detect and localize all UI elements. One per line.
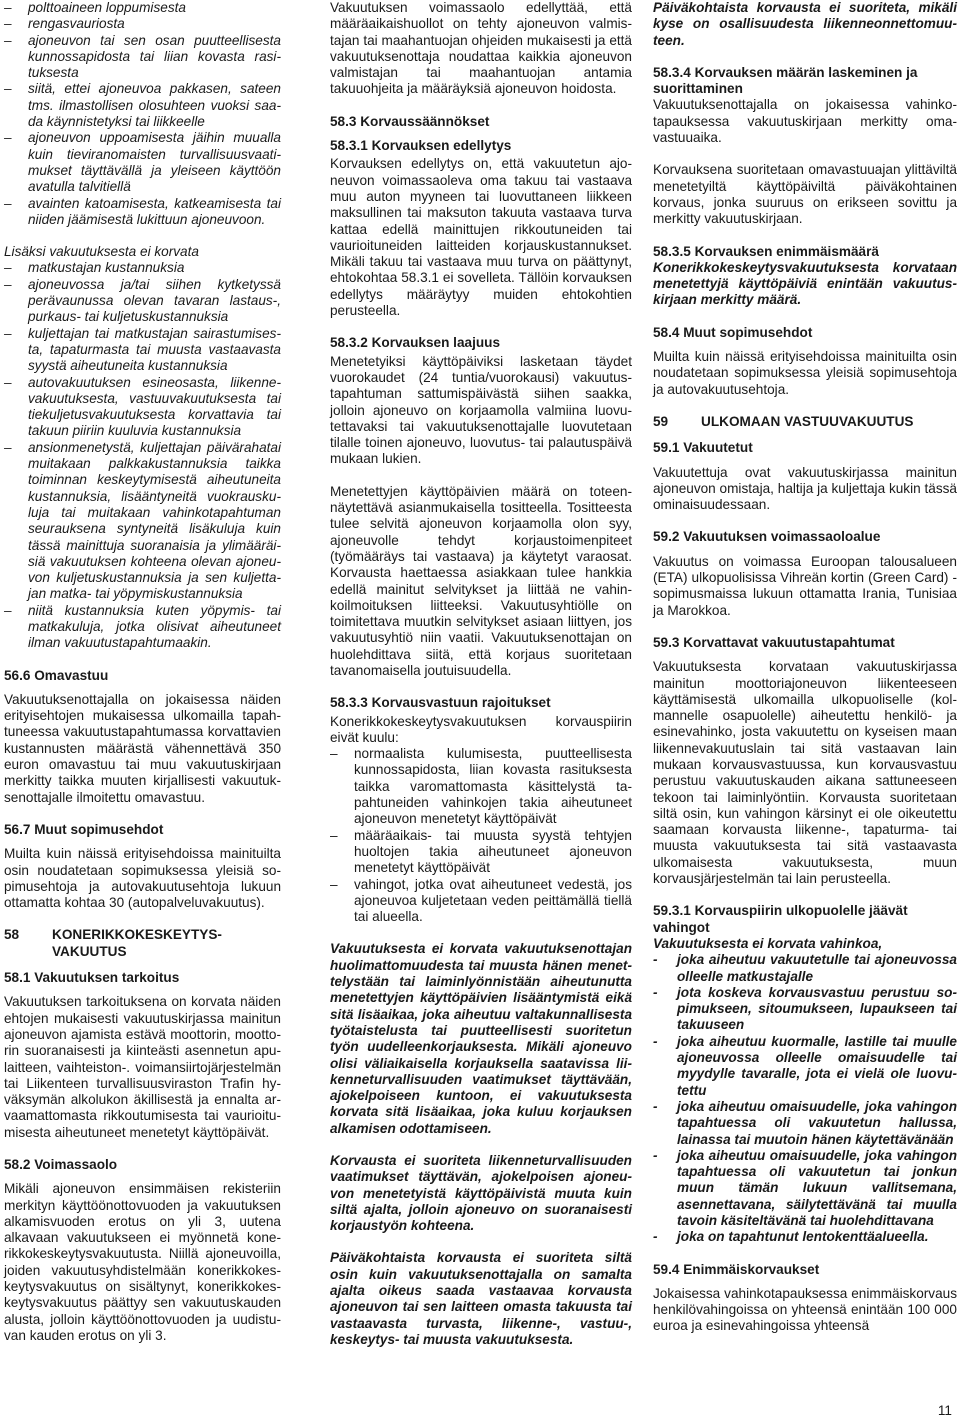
heading-56-7: 56.7 Muut sopimusehdot xyxy=(4,821,164,837)
paragraph-accident-exclusion: Päiväkohtaista korvausta ei suoriteta, mikäli kyse on osallisuudesta liikenneonnettomuuteen. xyxy=(653,0,957,48)
heading-59-3: 59.3 Korvattavat vakuutustapahtumat xyxy=(653,634,895,650)
exclusions-list-2 xyxy=(4,260,281,651)
paragraph-58-3-2a: Menetetyiksi käyttöpäiviksi lasketaan täydet vuorokaudet (24 tuntia/vuorokausi) vakuutustapahtuman sattumispäivästä siihen saakka, jolloin ajoneuvo on korjaamolla valmiina luovutettavaksi tai vakuutuksenottajalle luovutetaan tilalle toinen ajoneuvo, luovutus- tai palautuspäivä mukaan lukien. xyxy=(330,353,632,467)
column-2 xyxy=(330,0,632,1364)
outside-coverage-list xyxy=(653,952,957,1245)
list-item: – autovakuutuksen esineosasta, liikennevakuutuksesta, vastuuvakuutuksesta tai tiekuljetusvakuutuksesta korvattavia tai takuun piiriin kuuluvia kustannuksia xyxy=(4,375,281,440)
section-number: 59 xyxy=(653,413,669,429)
paragraph-56-7: Muilta kuin näissä erityisehdoissa mainituilta osin noudatetaan sopimuksessa yleisiä sopimusehtoja ja autovakuutusehtoja lukuun ottamatta kohtaa 30 (autopalveluvakuutus). xyxy=(4,846,281,911)
heading-56-6: 56.6 Omavastuu xyxy=(4,667,109,683)
paragraph-59-3: Vakuutuksesta korvataan vakuutuskirjassa mainitun moottoriajoneuvon liikenteeseen käyttämisestä ulkomailla ulkopuoliselle (kolmannelle osapuolelle) aiheutettu henkilö- ja esinevahinko, josta vakuutettu on kyseisen maan liikennevakuutuslain tai sitä vastaavan lain mukaan korvausvastuussa, kun korvausvastuu perustuu vakuutuskauden aikana sattuneeseen tekoon tai laiminlyöntiin. Korvausta suoritetaan siltä osin, kun vahingon kärsinyt ei ole oikeutettu saamaan korvausta liikenne-, tapaturma- tai muusta vakuutuksesta tai sitä vastaavasta ulkomaisesta vakuutuksesta, muun korvausjärjestelmän tai lain perusteella. xyxy=(653,659,957,887)
heading-59-1: 59.1 Vakuutetut xyxy=(653,440,753,456)
paragraph-not-covered-1: Vakuutuksesta ei korvata vakuutuksenottajan huolimattomuudesta tai muusta hänen menettelystään tai laiminlyönnistään aiheutunutta menetettyjen käyttöpäivien lisääntymistä eikä sitä lisäaikaa, joka aiheutuu valtakunnallisesta työtaistelusta tai puutteellisesti suoritetun työn uudelleenkorjauksesta. Mikäli ajoneuvo olisi väliaikaisella korjauksella saatavissa liikenneturvallisuuden vaatimukset täyttävään, ajokelpoiseen kuntoon, ei vakuutuksesta korvata sitä lisäaikaa, joka kuluu korjauksen alkamisen odottamiseen. xyxy=(330,941,632,1136)
paragraph-58-3-5: Konerikkokeskeytysvakuutuksesta korvataan menetettyjä käyttöpäiviä enintään vakuutuskirjaan merkitty määrä. xyxy=(653,259,957,308)
paragraph-not-covered-2: Korvausta ei suoriteta liikenneturvallisuuden vaatimukset täyttävän, ajokelpoisen ajoneuvon menetetyistä käyttöpäivistä muuta kuin siltä ajalta, jolloin ajoneuvo on suoranaisesti korjaustyön kohteena. xyxy=(330,1153,632,1234)
paragraph-58-1: Vakuutuksen tarkoituksena on korvata näiden ehtojen mukaisesti vakuutuskirjassa mainitun ajoneuvon ajamista estävä moottorin, moottorin suoranaisesti ja kiinteästi asennetun apulaitteen, vaihteiston-. voimansiirtojärjestelmän tai Liikenteen turvallisuusviraston Trafin hyväksymän alkolukon äkillisestä ja ennalta arvaamattomasta rikkoutumisesta tai vaurioitumisesta aiheutuneet menetetyt käyttöpäivät. xyxy=(4,994,281,1140)
column-1 xyxy=(4,0,281,1360)
heading-58-3-1: 58.3.1 Korvauksen edellytys xyxy=(330,138,512,154)
paragraph-58-3-1: Korvauksen edellytys on, että vakuutetun ajoneuvon voimassaoleva oma takuu tai vastaava muu auton myyneen tai luovuttaneen liikkeen maksullinen tai maksuton takuuta vastaava turva kattaa edellä mainittujen rikkoutuneiden tai vaurioituneiden laitteiden korjauskustannukset. Mikäli takuu tai vastaava muu turva on päättynyt, ehtokohtaa 58.3.1 ei sovelleta. Tällöin korvauksen edellytys määräytyy muiden ehtokohtien perusteella. xyxy=(330,156,632,319)
paragraph-56-6: Vakuutuksenottajalla on jokaisessa näiden erityisehtojen mukaisessa ulkomailla tapahtuneessa vakuutustapahtumassa korvattavien kustannusten määrästä vähennettävä 350 euron omavastuu tai muu vakuutuskirjaan merkitty taikka muuten kirjallisesti vakuutuksenottajalle ilmoitettu omavastuu. xyxy=(4,691,281,805)
paragraph-58-2: Mikäli ajoneuvon ensimmäisen rekisteriin merkityn käyttöönottovuoden ja vakuutuksen alkamisvuoden erotus on yli 3, uutena alkavaan vakuutukseen ei myönnetä konerikkokeskeytysvakuutusta. Niillä ajoneuvoilla, joiden vakuutusyhdistelmään konerikkokeskeytysvakuutus on sisältynyt, konerikkokeskeytysvakuutus päättyy sen vakuutuskauden alusta, jolloin käyttöönottovuoden ja uudistuvan kauden erotus on yli 3. xyxy=(4,1181,281,1343)
paragraph-58-4: Muilta kuin näissä erityisehdoissa mainituilta osin noudatetaan sopimuksessa yleisiä sopimusehtoja ja autovakuutusehtoja. xyxy=(653,349,957,397)
section-title: ULKOMAAN VASTUUVAKUUTUS xyxy=(701,413,914,429)
paragraph-58-3-3: Konerikkokeskeytysvakuutuksen korvauspiirin eivät kuulu: xyxy=(330,713,632,745)
list-item: - joka aiheutuu omaisuudelle, joka vahingon tapahtuessa oli vakuutetun hallussa, lainassa tai muutoin hänen käytettävänään xyxy=(653,1099,957,1148)
list-item: - joka aiheutuu vakuutetulle tai ajoneuvossa olleelle matkustajalle xyxy=(653,952,957,985)
list-item: - jota koskeva korvausvastuu perustuu sopimukseen, sitoumukseen, lupaukseen tai takuuseen xyxy=(653,985,957,1034)
paragraph-59-2: Vakuutus on voimassa Euroopan talousalueen (ETA) ulkopuolisissa Vihreän kortin (Green Card) -sopimusmaissa lukuun ottamatta Irania, Tunisiaa ja Marokkoa. xyxy=(653,553,957,618)
section-heading-58 xyxy=(4,927,281,960)
column-3 xyxy=(653,0,957,1351)
list-item: – niitä kustannuksia kuten yöpymis- tai matkakuluja, jotka olisivat aiheutuneet ilman vakuutustapahtumaakin. xyxy=(4,603,281,652)
exclusions-list-1 xyxy=(4,0,281,228)
heading-58-3-2: 58.3.2 Korvauksen laajuus xyxy=(330,335,501,351)
list-item: - joka aiheutuu omaisuudelle, joka vahingon tapahtuessa oli vakuutetun tai jonkun muun tämän lukuun vallitsemana, asennettavana, säilytettävänä tai muulla tavoin käsiteltävänä tai huolehdittavana xyxy=(653,1148,957,1229)
list-item: - joka on tapahtunut lentokenttäalueella. xyxy=(653,1229,957,1245)
heading-58-3: 58.3 Korvaussäännökset xyxy=(330,113,490,129)
paragraph-58-3-2b: Menetettyjen käyttöpäivien määrä on toteennäytettävä asianmukaisella tositteella. Tositteesta tulee selvitä ajoneuvon korjaamolla olon syy, ajoneuvolle tehdyt korjaustoimenpiteet (työmääräys tai vastaava) ja käytetyt varaosat. Korvausta haettaessa asiakkaan tulee hankkia edellä mainitut selvitykset ja liittää ne vahinkoilmoituksen liitteeksi. Vakuutusyhtiölle on toimitettava muutkin selvitykset asiaan liittyen, jos vakuutusyhtiö niin vaatii. Vakuutuksenottajan on huolehdittava siitä, että korjaus suoritetaan tavanomaisella joutuisuudella. xyxy=(330,483,632,678)
paragraph-validity: Vakuutuksen voimassaolo edellyttää, että määräaikaishuollot on tehty ajoneuvon valmistajan tai maahantuojan ohjeiden mukaisesti ja että vakuutuksenottaja noudattaa kaikkia ajoneuvon valmistajan tai maahantuojan antamia takuuohjeita ja määräyksiä ajoneuvon hoidosta. xyxy=(330,0,632,97)
heading-59-3-1: 59.3.1 Korvauspiirin ulkopuolelle jäävät vahingot xyxy=(653,903,908,935)
heading-59-2: 59.2 Vakuutuksen voimassaoloalue xyxy=(653,529,881,545)
heading-58-1: 58.1 Vakuutuksen tarkoitus xyxy=(4,970,180,986)
list-item: – matkustajan kustannuksia xyxy=(4,260,281,276)
list-item: – polttoaineen loppumisesta xyxy=(4,0,281,16)
paragraph-58-3-4b: Korvauksena suoritetaan omavastuuajan ylittäviltä menetetyiltä käyttöpäiviltä päiväkohtainen korvaus, jonka suuruus on erikseen sovittu ja merkitty vakuutuskirjaan. xyxy=(653,162,957,227)
list-item: – siitä, ettei ajoneuvoa pakkasen, sateen tms. ilmastollisen olosuhteen vuoksi saada käynnistetyksi tai liikkeelle xyxy=(4,81,281,130)
list-item: – ansionmenetystä, kuljettajan päivärahatai muitakaan palkkakustannuksia taikka toiminnan keskeytymisestä aiheutuneita kustannuksia, lisääntyneitä vuokrauskuluja tai muitakaan vahinkotapahtuman seurauksena syntyneitä lisäkuluja kuin tässä mainittuja suoranaisia ja ylimääräisiä vakuutuksen kohteena olevan ajoneuvon kuljetuskustannuksia ja sen kuljettajan matka- tai yöpymiskustannuksia xyxy=(4,440,281,603)
paragraph-not-covered-3: Päiväkohtaista korvausta ei suoriteta siltä osin kuin vakuutuksenottajalla on samalta ajalta oikeus saada vastaavaa korvausta ajoneuvon tai sen laitteen omasta takuusta tai vastaavasta turvasta, liikenne-, vastuu-, keskeytys- tai muusta vakuutuksesta. xyxy=(330,1250,632,1347)
section-title: KONERIKKOKESKEYTYSVAKUUTUS xyxy=(52,927,222,959)
list-item: – rengasvauriosta xyxy=(4,16,281,32)
list-item: – kuljettajan tai matkustajan sairastumisesta, tapaturmasta tai muusta vastaavasta syystä aiheutuneita kustannuksia xyxy=(4,326,281,375)
heading-59-4: 59.4 Enimmäiskorvaukset xyxy=(653,1261,820,1277)
heading-58-3-5: 58.3.5 Korvauksen enimmäismäärä xyxy=(653,243,879,259)
paragraph-58-3-4a: Vakuutuksenottajalla on jokaisessa vahinkotapauksessa vakuutuskirjaan merkitty omavastuuaika. xyxy=(653,97,957,146)
section-heading-59 xyxy=(653,414,957,430)
heading-58-3-3: 58.3.3 Korvausvastuun rajoitukset xyxy=(330,695,551,711)
page-number: 11 xyxy=(937,1403,952,1418)
heading-58-3-4: 58.3.4 Korvauksen määrän laskeminen ja suorittaminen xyxy=(653,64,918,97)
section-number: 58 xyxy=(4,927,20,943)
list-item: – avainten katoamisesta, katkeamisesta tai niiden jäämisestä lukittuun ajoneuvoon. xyxy=(4,196,281,229)
paragraph-59-4: Jokaisessa vahinkotapauksessa enimmäiskorvaus henkilövahingoissa on yhteensä enintään 100 000 euroa ja esinevahingoissa yhteensä xyxy=(653,1285,957,1334)
list-item: – ajoneuvon uppoamisesta jäihin muualla kuin tieviranomaisten turvallisuusvaatimukset täyttävällä ja yleiseen käyttöön avatulla talvitiellä xyxy=(4,130,281,195)
list-item: – ajoneuvon tai sen osan puutteellisesta kunnossapidosta tai liian kovasta rasituksesta xyxy=(4,33,281,82)
paragraph-59-1: Vakuutettuja ovat vakuutuskirjassa mainitun ajoneuvon omistaja, haltija ja kuljettaja kukin tässä ominaisuudessaan. xyxy=(653,464,957,513)
heading-58-2: 58.2 Voimassaolo xyxy=(4,1157,118,1172)
list-item: – määräaikais- tai muusta syystä tehtyjen huoltojen takia aiheutuneet ajoneuvon menetetyt käyttöpäivät xyxy=(330,828,632,877)
list-item: – normaalista kulumisesta, puutteellisesta kunnossapidosta, liian kovasta rasituksesta taikka varomattomasta käsittelystä tapahtuneiden vahinkojen takia aiheutuneet ajoneuvon menetetyt käyttöpäivät xyxy=(330,746,632,827)
list-item: - joka aiheutuu kuormalle, lastille tai muulle ajoneuvossa olleelle omaisuudelle tai myydylle tavaralle, jota ei vielä ole luovutettu xyxy=(653,1034,957,1099)
paragraph-59-3-1: Vakuutuksesta ei korvata vahinkoa, xyxy=(653,935,883,951)
additional-exclusions-intro: Lisäksi vakuutuksesta ei korvata xyxy=(4,244,199,260)
limitations-list xyxy=(330,746,632,925)
heading-58-4: 58.4 Muut sopimusehdot xyxy=(653,324,813,340)
list-item: – ajoneuvossa ja/tai siihen kytketyssä perävaunussa olevan tavaran lastaus-, purkaus- tai kuljetuskustannuksia xyxy=(4,277,281,326)
list-item: – vahingot, jotka ovat aiheutuneet vedestä, jos ajoneuvoa kuljetetaan veden peittämällä tiellä tai alueella. xyxy=(330,877,632,926)
